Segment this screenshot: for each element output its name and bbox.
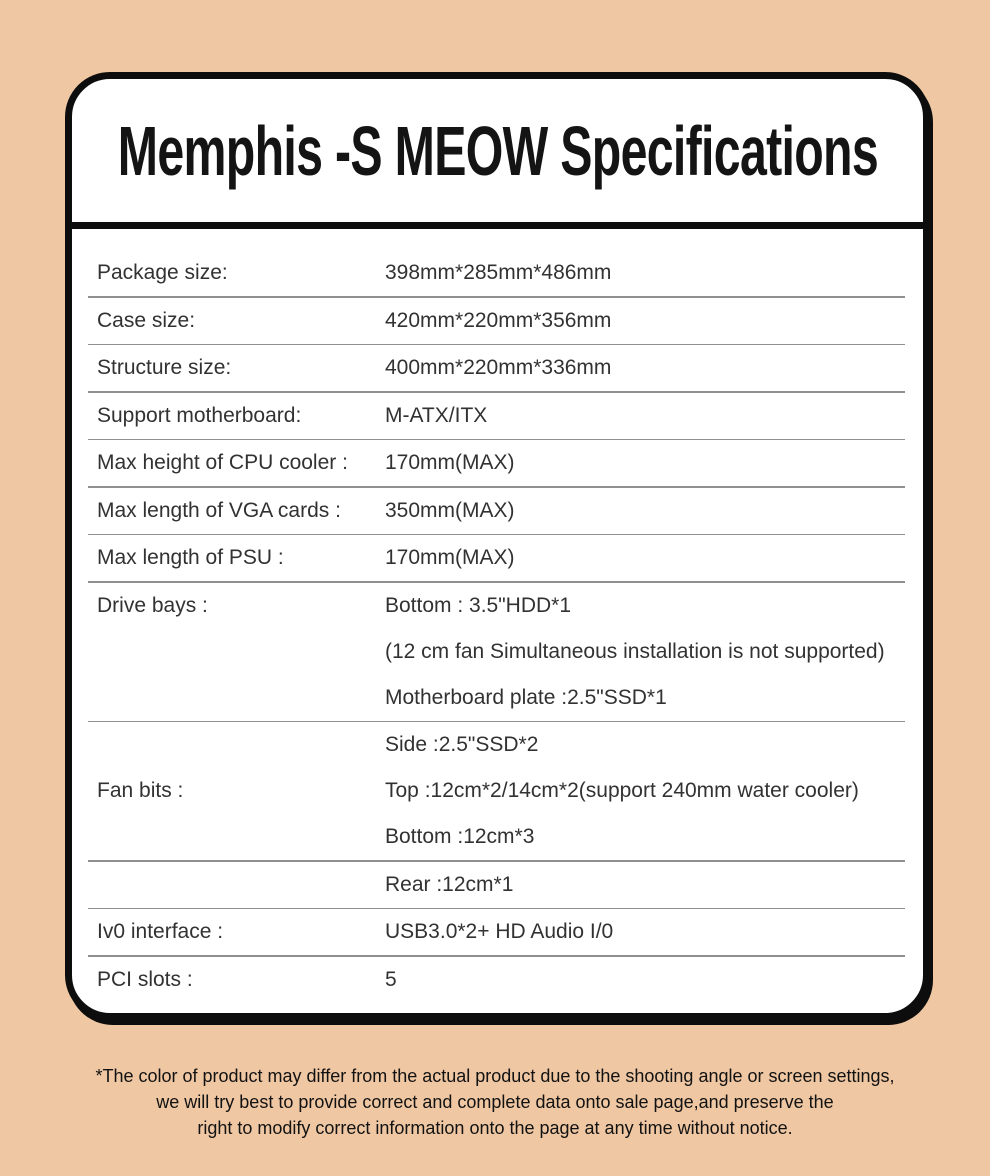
spec-values xyxy=(385,440,923,486)
spec-value: 350mm(MAX) xyxy=(385,498,515,522)
spec-label: Iv0 interface : xyxy=(97,920,224,943)
spec-values xyxy=(385,250,923,296)
spec-values xyxy=(385,298,923,344)
spec-value: 170mm(MAX) xyxy=(385,451,515,474)
spec-row xyxy=(72,535,923,581)
spec-value: 5 xyxy=(385,967,397,991)
spec-value: 420mm*220mm*356mm xyxy=(385,308,612,332)
spec-values xyxy=(385,583,923,721)
spec-label: Case size: xyxy=(97,308,196,332)
title-divider xyxy=(72,222,923,229)
spec-row xyxy=(72,250,923,296)
spec-value: (12 cm fan Simultaneous installation is not supported) xyxy=(385,639,885,663)
spec-row xyxy=(72,722,923,860)
spec-row xyxy=(72,488,923,534)
spec-label: Max length of VGA cards : xyxy=(97,498,341,522)
spec-label: Support motherboard: xyxy=(97,403,302,427)
spec-row xyxy=(72,298,923,344)
spec-label: Structure size: xyxy=(97,356,232,379)
spec-value: 400mm*220mm*336mm xyxy=(385,356,612,379)
spec-label xyxy=(72,862,385,908)
page-title: Memphis -S MEOW Specifications xyxy=(117,111,878,190)
spec-values xyxy=(385,345,923,391)
title-band xyxy=(72,79,923,222)
spec-values xyxy=(385,393,923,439)
disclaimer-line-3: right to modify correct information onto the page at any time without notice. xyxy=(197,1118,793,1138)
spec-row xyxy=(72,909,923,955)
spec-value: Motherboard plate :2.5"SSD*1 xyxy=(385,685,667,709)
spec-value: 398mm*285mm*486mm xyxy=(385,261,612,284)
spec-value: M-ATX/ITX xyxy=(385,403,488,427)
spec-values xyxy=(385,488,923,534)
spec-card xyxy=(65,72,930,1020)
spec-table xyxy=(72,229,923,1013)
spec-label: PCI slots : xyxy=(97,967,193,991)
spec-value: Bottom : 3.5"HDD*1 xyxy=(385,593,572,617)
disclaimer-line-1: *The color of product may differ from the actual product due to the shooting angle or screen settings, xyxy=(95,1066,895,1086)
spec-row xyxy=(72,583,923,721)
spec-row xyxy=(72,862,923,908)
spec-values xyxy=(385,957,923,1003)
spec-label: Drive bays : xyxy=(97,593,208,617)
spec-value: Top :12cm*2/14cm*2(support 240mm water cooler) xyxy=(385,779,859,802)
spec-values xyxy=(385,862,923,908)
disclaimer-line-2: we will try best to provide correct and complete data onto sale page,and preserve the xyxy=(156,1092,834,1112)
spec-label: Max height of CPU cooler : xyxy=(97,451,348,474)
spec-value: Side :2.5"SSD*2 xyxy=(385,733,539,756)
spec-value: Rear :12cm*1 xyxy=(385,872,514,896)
spec-value: 170mm(MAX) xyxy=(385,546,515,569)
spec-values xyxy=(385,535,923,581)
spec-value: USB3.0*2+ HD Audio I/0 xyxy=(385,920,614,943)
spec-row xyxy=(72,393,923,439)
disclaimer xyxy=(0,1063,990,1141)
spec-row xyxy=(72,440,923,486)
spec-values xyxy=(385,909,923,955)
spec-row xyxy=(72,957,923,1003)
spec-row xyxy=(72,345,923,391)
spec-label: Package size: xyxy=(97,261,228,284)
spec-label: Fan bits : xyxy=(97,779,184,802)
spec-values xyxy=(385,722,923,860)
spec-label: Max length of PSU : xyxy=(97,546,284,569)
spec-value: Bottom :12cm*3 xyxy=(385,825,535,848)
